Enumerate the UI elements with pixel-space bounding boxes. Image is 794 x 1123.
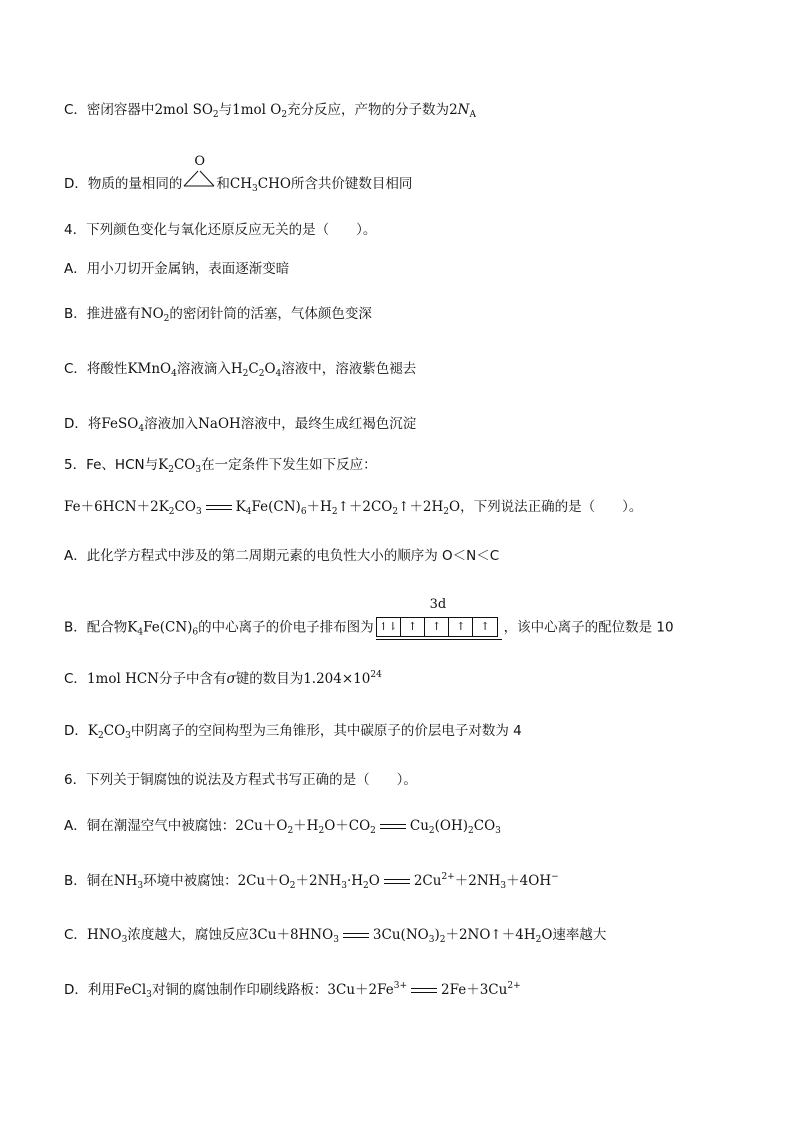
q5-option-c: C．1mol HCN分子中含有σ键的数目为$1.204\times 10^{24}$ <box>64 670 382 687</box>
q5-option-a: A．此化学方程式中涉及的第二周期元素的电负性大小的顺序为 O＜N＜C <box>64 548 500 564</box>
q6-option-c: C．$HNO_3$浓度越大，腐蚀反应$3Cu+8HNO_3$ $3Cu(NO_3)_2+2NO↑+4H_2O$速率越大 <box>64 927 607 945</box>
epoxide-ring-icon <box>182 168 216 190</box>
q3-option-d: D．物质的量相同的 O 和$CH_3CHO$所含共价键数目相同 <box>64 154 413 194</box>
q4-option-d: D．将FeSO$_4$溶液加入NaOH溶液中，最终生成红褐色沉淀 <box>64 416 417 434</box>
orbital-box: ↑ <box>400 618 424 636</box>
q6-stem: 6．下列关于铜腐蚀的说法及方程式书写正确的是（ ）。 <box>64 772 417 788</box>
epoxide-structure: O <box>182 174 216 194</box>
orbital-diagram <box>376 597 502 641</box>
orbital-box: ↑ <box>424 618 448 636</box>
q3-option-c: C．密闭容器中2mol $SO_2$与1mol $O_2$充分反应，产物的分子数为$2N_A$ <box>64 102 476 120</box>
equals-sign <box>380 822 406 832</box>
orbital-box: ↑ <box>472 618 496 636</box>
equals-sign <box>384 877 410 887</box>
q6-option-a: A．铜在潮湿空气中被腐蚀：$2Cu+O_2+H_2O+CO_2$ $Cu_2(OH)_2CO_3$ <box>64 818 501 836</box>
orbital-box: ↿⇂ <box>379 620 398 633</box>
equals-sign <box>411 986 437 996</box>
q5-option-b: B．配合物$K_4Fe(CN)_6$的中心离子的价电子排布图为 3d ↿⇂ ↑ ↑ ↑ ↑ ，该中心离子的配位数是 10 <box>64 615 674 641</box>
equals-sign <box>206 503 232 513</box>
q6-option-d: D．利用FeCl$_3$对铜的腐蚀制作印刷线路板：$3Cu+2Fe^{3+}$ $2Fe+3Cu^{2+}$ <box>64 981 521 1000</box>
equals-sign <box>343 931 369 941</box>
orbital-underline <box>376 639 502 640</box>
q5-option-d: D．$K_2CO_3$中阴离子的空间构型为三角锥形，其中碳原子的价层电子对数为 4 <box>64 723 522 741</box>
orbital-label: 3d <box>429 597 447 612</box>
orbital-box: ↑ <box>448 618 472 636</box>
q5-equation: $Fe+6HCN+2K_2CO_3$ $K_4Fe(CN)_6+H_2↑+2CO_2↑+2H_2O$，下列说法正确的是（ ）。 <box>64 499 643 517</box>
orbital-boxes <box>376 617 498 637</box>
q4-option-a: A．用小刀切开金属钠，表面逐渐变暗 <box>64 261 290 277</box>
q6-option-b: B．铜在$NH_3$环境中被腐蚀：$2Cu+O_2+2NH_3\cdot H_2O$ $2Cu^{2+}+2NH_3+4OH^-$ <box>64 872 559 891</box>
q5-stem: 5．Fe、HCN与$K_2CO_3$在一定条件下发生如下反应： <box>64 457 377 475</box>
q4-option-c: C．将酸性KMnO$_4$溶液滴入$H_2C_2O_4$溶液中，溶液紫色褪去 <box>64 361 417 379</box>
q4-stem: 4．下列颜色变化与氧化还原反应无关的是（ ）。 <box>64 222 377 238</box>
q4-option-b: B．推进盛有$NO_2$的密闭针筒的活塞，气体颜色变深 <box>64 306 372 324</box>
